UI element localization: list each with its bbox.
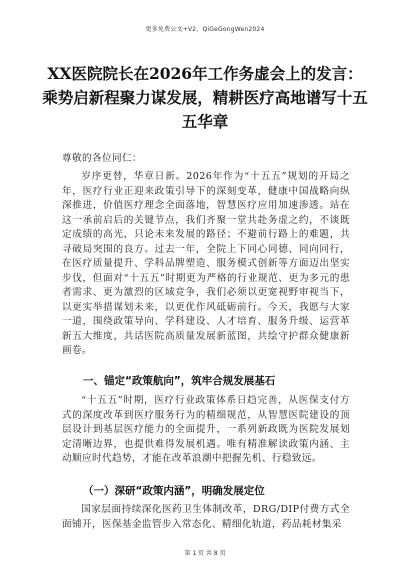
document-title: XX医院院长在2026年工作务虚会上的发言：乘势启新程聚力谋发展，精耕医疗高地谱写十五五华章: [42, 64, 368, 131]
subsection-heading-1: （一）深研“政策内涵”，明确发展定位: [83, 485, 265, 497]
paragraph-intro: 岁序更替，华章日新。2026年作为“十五五”规划的开局之年，医疗行业正迎来政策引导下的深刻变革，健康中国战略向纵深推进，价值医疗理念全面落地，智慧医疗应用加速渗透。站在这一承前启后的关键节点，我们齐聚一堂共赴务虚之约，不谈既定成绩的高光，只论未来发展的路径；不避前行路上的难题，共寻破局突围的良方。过去一年，全院上下同心同德、同向同行，在医疗质量提升、学科品牌塑造、服务模式创新等方面迈出坚实步伐，但面对“十五五”时期更为严格的行业规范、更为多元的患者需求、更为激烈的区域竞争，我们必须以更宽视野审视当下，以更实举措谋划未来，以更优作风砥砺前行。今天，我愿与大家一道，围绕政策导向、学科建设、人才培育、服务升级、运营革新五大维度，共话医院高质量发展新蓝图，共绘守护群众健康新画卷。: [62, 171, 350, 356]
section-heading-1: 一、锚定“政策航向”，筑牢合规发展基石: [83, 375, 276, 387]
paragraph-policy-detail: 国家层面持续深化医药卫生体制改革，DRG/DIP付费方式全面铺开，医保基金监管步入常态化、精细化轨道，药品耗材集采: [62, 504, 350, 530]
page-footer: 第 1 页 共 8 页: [184, 550, 226, 557]
paragraph-policy: “十五五”时期，医疗行业政策体系日趋完善，从医保支付方式的深度改革到医疗服务行为的精细规范，从智慧医院建设的顶层设计到基层医疗能力的全面提升，一系列新政既为医院发展划定清晰边界，也提供难得发展机遇。唯有精准解读政策内涵、主动顺应时代趋势，才能在改革浪潮中把握先机、行稳致远。: [62, 395, 350, 464]
salutation: 尊敬的各位同仁：: [62, 153, 142, 164]
header-note: 更多免费公文+V2，QiGeGongWen2024: [145, 26, 265, 33]
